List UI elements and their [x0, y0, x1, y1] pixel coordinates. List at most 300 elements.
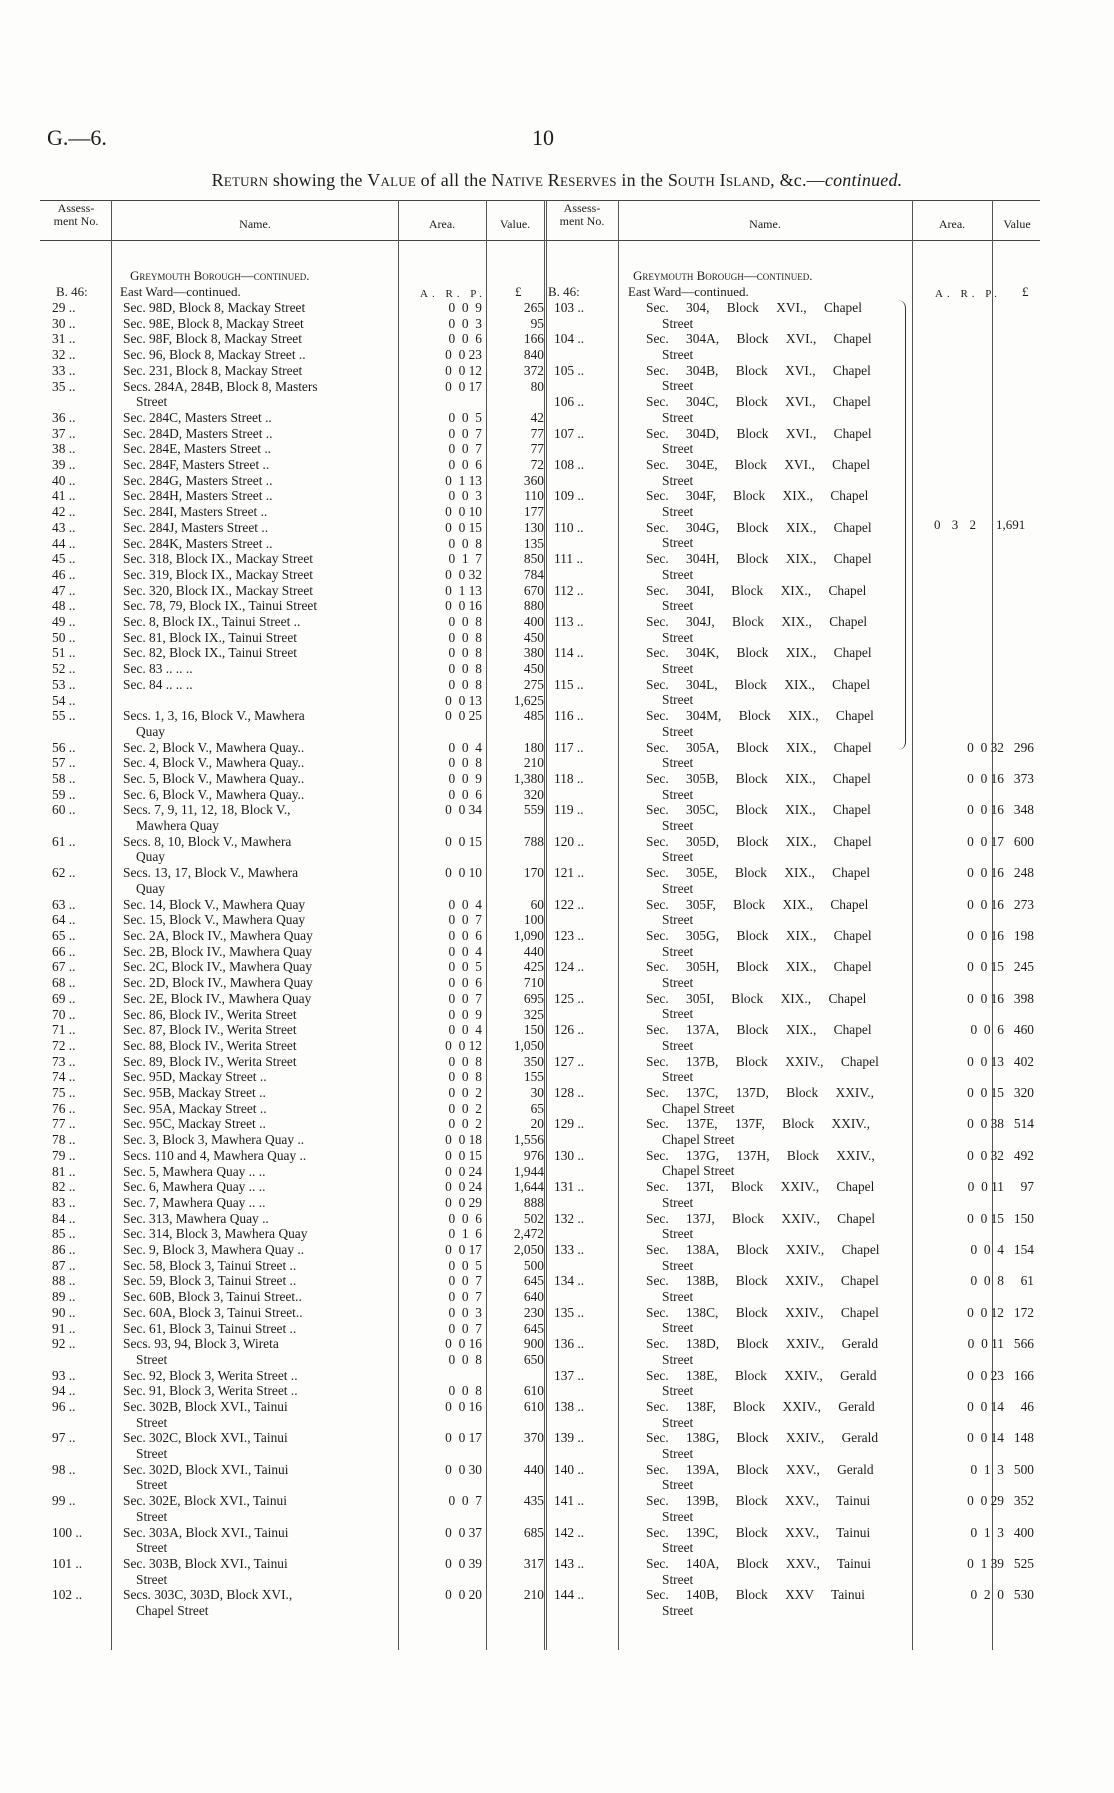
- value-amount: 172: [1013, 1304, 1034, 1320]
- reserve-name-continued: Quay: [136, 880, 166, 896]
- assessment-number: 109 ..: [554, 488, 585, 504]
- reserve-name: Sec. 284D, Masters Street ..: [123, 425, 273, 441]
- section-heading-left: Greymouth Borough—continued.: [130, 268, 310, 283]
- assessment-number: 116 ..: [554, 708, 584, 724]
- assessment-number: 130 ..: [554, 1147, 585, 1163]
- reserve-name-continued: Street: [662, 912, 694, 928]
- area-value: 0 0 14: [967, 1399, 1004, 1414]
- area-value: 0 0 6: [448, 975, 482, 991]
- reserve-name: Secs. 7, 9, 11, 12, 18, Block V.,: [123, 802, 291, 818]
- reserve-name: Sec. 138C, Block XXIV., Chapel: [646, 1304, 879, 1320]
- reserve-name-continued: Chapel Street: [662, 1132, 735, 1148]
- title-part: showing the: [268, 170, 368, 190]
- reserve-name: Sec. 2D, Block IV., Mawhera Quay: [123, 975, 313, 991]
- value-amount: 154: [1013, 1242, 1034, 1257]
- page-header-ref: G.—6.: [47, 125, 107, 150]
- assessment-prefix-left: B. 46:: [56, 284, 88, 299]
- reserve-name-continued: Mawhera Quay: [136, 818, 219, 834]
- assessment-number: 67 ..: [52, 959, 76, 975]
- reserve-name: Secs. 284A, 284B, Block 8, Masters: [123, 378, 318, 394]
- value-amount: 450: [523, 629, 544, 645]
- value-amount: 370: [523, 1430, 544, 1446]
- reserve-name-continued: Street: [662, 786, 694, 802]
- assessment-number: 101 ..: [52, 1556, 83, 1571]
- reserve-name: Sec. 284J, Masters Street ..: [123, 519, 269, 535]
- value-amount: 610: [523, 1399, 544, 1414]
- header-name-left: Name.: [239, 217, 271, 231]
- area-value: 0 1 6: [448, 1226, 482, 1242]
- value-amount: 325: [523, 1006, 544, 1022]
- column-divider: [398, 200, 399, 1650]
- reserve-name: Sec. 98F, Block 8, Mackay Street: [123, 331, 302, 347]
- value-amount: 273: [1013, 896, 1034, 912]
- value-amount: 525: [1013, 1556, 1034, 1571]
- assessment-number: 44 ..: [52, 535, 76, 551]
- assessment-number: 35 ..: [52, 378, 76, 394]
- area-value: 0 0 29: [967, 1493, 1004, 1509]
- area-value: 0 0 12: [445, 1037, 482, 1053]
- area-value: 0 0 17: [445, 1430, 482, 1446]
- reserve-name-continued: Street: [662, 818, 694, 834]
- pound-heading-left: £: [515, 284, 522, 299]
- area-value: 0 1 39: [967, 1556, 1004, 1571]
- reserve-name: Sec. 139A, Block XXV., Gerald: [646, 1461, 874, 1477]
- assessment-number: 125 ..: [554, 990, 585, 1006]
- section-heading-right: Greymouth Borough—continued.: [633, 268, 813, 283]
- area-value: 0 0 10: [445, 504, 482, 520]
- area-value: 0 0 23: [967, 1367, 1004, 1383]
- assessment-number: 40 ..: [52, 472, 76, 488]
- value-amount: 177: [523, 504, 544, 520]
- area-value: 0 0 4: [970, 1242, 1004, 1257]
- page-number: 10: [532, 125, 554, 150]
- assessment-number: 41 ..: [52, 488, 76, 504]
- value-amount: 559: [523, 802, 544, 818]
- value-amount: 320: [523, 786, 544, 802]
- reserve-name-continued: Street: [662, 504, 694, 520]
- area-value: 0 0 8: [448, 1053, 482, 1069]
- area-value: 0 1 7: [448, 551, 482, 567]
- value-amount: 440: [523, 1461, 544, 1477]
- reserve-name: Sec. 5, Mawhera Quay .. ..: [123, 1163, 266, 1179]
- reserve-name: Sec. 284I, Masters Street ..: [123, 504, 268, 520]
- reserve-name: Sec. 137J, Block XXIV., Chapel: [646, 1210, 876, 1226]
- area-value: 0 0 34: [445, 802, 482, 818]
- value-amount: 30: [530, 1085, 544, 1100]
- value-amount: 95: [530, 315, 544, 331]
- reserve-name: Sec. 304K, Block XIX., Chapel: [646, 645, 872, 661]
- value-amount: 296: [1013, 739, 1034, 755]
- value-amount: 788: [523, 833, 544, 849]
- assessment-number: 33 ..: [52, 362, 76, 378]
- assessment-number: 86 ..: [52, 1242, 76, 1257]
- assessment-number: 77 ..: [52, 1116, 76, 1132]
- reserve-name: Sec. 139C, Block XXV., Tainui: [646, 1524, 871, 1540]
- area-value: 0 0 15: [445, 833, 482, 849]
- area-value: 0 0 7: [448, 1273, 482, 1289]
- assessment-number: 89 ..: [52, 1289, 76, 1305]
- table-title: [0, 170, 1114, 191]
- reserve-name: Sec. 305C, Block XIX., Chapel: [646, 802, 871, 818]
- reserve-name: Sec. 82, Block IX., Tainui Street: [123, 645, 297, 661]
- value-amount: 400: [1013, 1524, 1034, 1540]
- area-value: 0 1 3: [970, 1524, 1004, 1540]
- reserve-name: Sec. 284G, Masters Street ..: [123, 472, 273, 488]
- assessment-number: 61 ..: [52, 833, 76, 849]
- reserve-name-continued: Street: [662, 1194, 694, 1210]
- area-value: 0 0 4: [448, 739, 482, 755]
- assessment-number: 85 ..: [52, 1226, 76, 1242]
- title-part: in the: [616, 170, 668, 190]
- value-amount: 80: [530, 378, 544, 394]
- assessment-number: 30 ..: [52, 315, 76, 331]
- assessment-number: 137 ..: [554, 1367, 585, 1383]
- value-amount: 840: [523, 347, 544, 363]
- reserve-name: Sec. 2E, Block IV., Mawhera Quay: [123, 990, 312, 1006]
- reserve-name: Sec. 89, Block IV., Werita Street: [123, 1053, 297, 1069]
- area-value: 0 0 18: [445, 1132, 482, 1148]
- area-value: 0 0 9: [448, 1006, 482, 1022]
- value-amount: 42: [530, 409, 544, 425]
- reserve-name: Sec. 304, Block XVI., Chapel: [646, 300, 862, 315]
- reserve-name: Sec. 14, Block V., Mawhera Quay: [123, 896, 306, 912]
- area-value: 0 1 13: [445, 472, 482, 488]
- reserve-name: Sec. 86, Block IV., Werita Street: [123, 1006, 297, 1022]
- reserve-name: Sec. 302D, Block XVI., Tainui: [123, 1461, 289, 1477]
- assessment-number: 141 ..: [554, 1493, 585, 1509]
- value-amount: 1,944: [513, 1163, 544, 1179]
- area-value: 0 0 5: [448, 409, 482, 425]
- area-value: 0 1 13: [445, 582, 482, 598]
- assessment-number: 105 ..: [554, 362, 585, 378]
- reserve-name: Sec. 84 .. .. ..: [123, 676, 193, 692]
- ward-heading-left: East Ward—continued.: [120, 284, 241, 299]
- area-value: 0 0 9: [448, 300, 482, 315]
- reserve-name: Secs. 13, 17, Block V., Mawhera: [123, 865, 299, 881]
- assessment-number: 76 ..: [52, 1100, 76, 1116]
- area-value: 0 0 30: [445, 1461, 482, 1477]
- area-value: 0 0 17: [445, 1242, 482, 1257]
- title-part: Value: [367, 170, 416, 190]
- value-amount: 373: [1013, 771, 1034, 786]
- assessment-number: 38 ..: [52, 441, 76, 457]
- column-divider: [111, 200, 112, 1650]
- area-value: 0 0 5: [448, 1257, 482, 1273]
- area-value: 0 0 6: [970, 1022, 1004, 1038]
- reserve-name-continued: Street: [662, 1006, 694, 1022]
- reserve-name-continued: Street: [662, 880, 694, 896]
- reserve-name: Sec. 305I, Block XIX., Chapel: [646, 990, 867, 1006]
- value-amount: 46: [1020, 1399, 1034, 1414]
- assessment-number: 65 ..: [52, 928, 76, 943]
- value-amount: 425: [523, 959, 544, 975]
- reserve-name: Sec. 2A, Block IV., Mawhera Quay: [123, 928, 313, 943]
- reserve-name: Sec. 137I, Block XXIV., Chapel: [646, 1179, 875, 1195]
- area-value: 0 0 3: [448, 1304, 482, 1320]
- area-value: 0 1 3: [970, 1461, 1004, 1477]
- reserve-name-continued: Street: [136, 1540, 168, 1556]
- assessment-number: 126 ..: [554, 1022, 585, 1038]
- assessment-number: 118 ..: [554, 771, 584, 786]
- assessment-number: 56 ..: [52, 739, 76, 755]
- assessment-number: 134 ..: [554, 1273, 585, 1289]
- assessment-number: 74 ..: [52, 1069, 76, 1085]
- assessment-number: 51 ..: [52, 645, 76, 661]
- reserve-name: Sec. 304M, Block XIX., Chapel: [646, 708, 874, 724]
- reserve-name: Sec. 138A, Block XXIV., Chapel: [646, 1242, 880, 1257]
- value-amount: 20: [530, 1116, 544, 1132]
- area-value: 0 0 16: [445, 1399, 482, 1414]
- title-part: Return: [211, 170, 269, 190]
- title-part: South Island: [667, 170, 771, 190]
- value-amount: 402: [1013, 1053, 1034, 1069]
- area-value: 0 0 8: [448, 676, 482, 692]
- reserve-name: Sec. 304C, Block XVI., Chapel: [646, 394, 871, 410]
- reserve-name: Sec. 139B, Block XXV., Tainui: [646, 1493, 871, 1509]
- reserve-name: Sec. 138G, Block XXIV., Gerald: [646, 1430, 879, 1446]
- assessment-number: 131 ..: [554, 1179, 585, 1195]
- assessment-number: 87 ..: [52, 1257, 76, 1273]
- reserve-name-continued: Street: [662, 1603, 694, 1619]
- reserve-name: Sec. 320, Block IX., Mackay Street: [123, 582, 314, 598]
- value-amount: 850: [523, 551, 544, 567]
- value-amount: 640: [523, 1289, 544, 1305]
- area-value: 0 0 6: [448, 457, 482, 472]
- assessment-number: 120 ..: [554, 833, 585, 849]
- reserve-name: Sec. 15, Block V., Mawhera Quay: [123, 912, 306, 928]
- reserve-name: Sec. 98D, Block 8, Mackay Street: [123, 300, 306, 315]
- value-amount: 500: [1013, 1461, 1034, 1477]
- reserve-name: Sec. 318, Block IX., Mackay Street: [123, 551, 314, 567]
- assessment-number: 72 ..: [52, 1037, 76, 1053]
- assessment-number: 84 ..: [52, 1210, 76, 1226]
- assessment-number: 53 ..: [52, 676, 76, 692]
- reserve-name: Sec. 2C, Block IV., Mawhera Quay: [123, 959, 313, 975]
- assessment-number: 64 ..: [52, 912, 76, 928]
- value-amount: 166: [523, 331, 544, 347]
- value-amount: 435: [523, 1493, 544, 1509]
- value-amount: 320: [1013, 1085, 1034, 1100]
- area-value: 0 0 9: [448, 771, 482, 786]
- reserve-name: Sec. 304D, Block XVI., Chapel: [646, 425, 872, 441]
- column-divider: [912, 200, 913, 1650]
- assessment-number: 32 ..: [52, 347, 76, 363]
- assessment-number: 70 ..: [52, 1006, 76, 1022]
- reserve-name-continued: Street: [662, 1289, 694, 1305]
- assessment-number: 68 ..: [52, 975, 76, 991]
- area-value: 0 0 7: [448, 1320, 482, 1336]
- assessment-number: 144 ..: [554, 1587, 585, 1603]
- reserve-name-continued: Street: [136, 1414, 168, 1430]
- value-amount: 230: [523, 1304, 544, 1320]
- value-amount: 514: [1013, 1116, 1034, 1132]
- reserve-name-continued: Street: [662, 629, 694, 645]
- assessment-number: 110 ..: [554, 519, 584, 535]
- assessment-number: 111 ..: [554, 551, 584, 567]
- assessment-number: 132 ..: [554, 1210, 585, 1226]
- area-value: 0 0 16: [445, 1336, 482, 1352]
- reserve-name: Sec. 87, Block IV., Werita Street: [123, 1022, 297, 1038]
- assessment-number: 124 ..: [554, 959, 585, 975]
- reserve-name: Sec. 60B, Block 3, Tainui Street..: [123, 1289, 302, 1305]
- assessment-number: 115 ..: [554, 676, 584, 692]
- reserve-name: Sec. 8, Block IX., Tainui Street ..: [123, 614, 301, 629]
- reserve-name-continued: Street: [136, 394, 168, 410]
- area-value: 0 0 8: [970, 1273, 1004, 1289]
- area-value: 0 0 15: [967, 1210, 1004, 1226]
- area-value: 0 0 8: [448, 755, 482, 771]
- reserve-name: Sec. 6, Mawhera Quay .. ..: [123, 1179, 266, 1195]
- title-part: of all the: [415, 170, 492, 190]
- value-amount: 100: [523, 912, 544, 928]
- area-value: 0 0 6: [448, 786, 482, 802]
- reserve-name: Sec. 303B, Block XVI., Tainui: [123, 1556, 288, 1571]
- assessment-number: 128 ..: [554, 1085, 585, 1100]
- area-value: 0 0 8: [448, 1069, 482, 1085]
- area-value: 0 0 4: [448, 943, 482, 959]
- area-value: 0 0 16: [967, 990, 1004, 1006]
- assessment-number: 49 ..: [52, 614, 76, 629]
- reserve-name-continued: Street: [662, 1477, 694, 1493]
- reserve-name: Sec. 302B, Block XVI., Tainui: [123, 1399, 288, 1414]
- assessment-number: 82 ..: [52, 1179, 76, 1195]
- reserve-name: Sec. 140A, Block XXV., Tainui: [646, 1556, 871, 1571]
- value-amount: 348: [1013, 802, 1034, 818]
- reserve-name: Sec. 314, Block 3, Mawhera Quay: [123, 1226, 308, 1242]
- area-value: 0 0 16: [967, 865, 1004, 881]
- assessment-number: 55 ..: [52, 708, 76, 724]
- reserve-name: Sec. 140B, Block XXV Tainui: [646, 1587, 865, 1603]
- reserve-name: Sec. 137E, 137F, Block XXIV.,: [646, 1116, 870, 1132]
- reserve-name-continued: Street: [136, 1508, 168, 1524]
- reserve-name: Sec. 137G, 137H, Block XXIV.,: [646, 1147, 875, 1163]
- reserve-name-continued: Street: [662, 535, 694, 551]
- assessment-number: 92 ..: [52, 1336, 76, 1352]
- assessment-number: 57 ..: [52, 755, 76, 771]
- value-amount: 180: [523, 739, 544, 755]
- assessment-number: 106 ..: [554, 394, 585, 410]
- reserve-name: Sec. 9, Block 3, Mawhera Quay ..: [123, 1242, 305, 1257]
- value-amount: 502: [523, 1210, 544, 1226]
- area-value: 0 0 7: [448, 912, 482, 928]
- reserve-name: Sec. 91, Block 3, Werita Street ..: [123, 1383, 298, 1399]
- value-amount: 1,050: [513, 1037, 544, 1053]
- header-area-right: Area.: [938, 217, 966, 231]
- assessment-number: 52 ..: [52, 661, 76, 677]
- column-divider: [618, 200, 619, 1650]
- value-amount: 600: [1013, 833, 1034, 849]
- area-value: 0 0 6: [448, 1210, 482, 1226]
- reserve-name-continued: Chapel Street: [136, 1603, 209, 1619]
- reserve-name: Sec. 81, Block IX., Tainui Street: [123, 629, 297, 645]
- reserve-name: Sec. 2B, Block IV., Mawhera Quay: [123, 943, 313, 959]
- assessment-number: 83 ..: [52, 1194, 76, 1210]
- reserve-name: Sec. 137C, 137D, Block XXIV.,: [646, 1085, 874, 1100]
- value-amount: 670: [523, 582, 544, 598]
- reserve-name: Sec. 2, Block V., Mawhera Quay..: [123, 739, 305, 755]
- assessment-number: 43 ..: [52, 519, 76, 535]
- reserve-name: Sec. 304B, Block XVI., Chapel: [646, 362, 871, 378]
- reserve-name: Sec. 61, Block 3, Tainui Street ..: [123, 1320, 297, 1336]
- assessment-number: 108 ..: [554, 457, 585, 472]
- area-value: 0 0 12: [967, 1304, 1004, 1320]
- value-amount: 645: [523, 1273, 544, 1289]
- area-value: 0 0 8: [448, 1351, 482, 1367]
- area-value: 0 0 16: [967, 802, 1004, 818]
- assessment-number: 42 ..: [52, 504, 76, 520]
- area-value: 0 0 24: [445, 1163, 482, 1179]
- header-value-left: Value.: [499, 217, 531, 231]
- area-value: 0 0 25: [445, 708, 482, 724]
- value-amount: 130: [523, 519, 544, 535]
- reserve-name: Sec. 304F, Block XIX., Chapel: [646, 488, 869, 504]
- reserve-name: Sec. 138E, Block XXIV., Gerald: [646, 1367, 877, 1383]
- value-amount: 352: [1013, 1493, 1034, 1509]
- value-amount: 2,472: [513, 1226, 544, 1242]
- assessment-number: 119 ..: [554, 802, 584, 818]
- value-amount: 155: [523, 1069, 544, 1085]
- area-value: 0 0 7: [448, 441, 482, 457]
- value-amount: 1,625: [513, 692, 544, 708]
- assessment-number: 103 ..: [554, 300, 585, 315]
- assessment-number: 36 ..: [52, 409, 76, 425]
- area-value: 0 0 7: [448, 990, 482, 1006]
- area-value: 0 0 15: [967, 1085, 1004, 1100]
- assessment-number: 127 ..: [554, 1053, 585, 1069]
- assessment-number: 90 ..: [52, 1304, 76, 1320]
- reserve-name: Secs. 1, 3, 16, Block V., Mawhera: [123, 708, 305, 724]
- reserve-name-continued: Street: [662, 1351, 694, 1367]
- ward-heading-right: East Ward—continued.: [628, 284, 749, 299]
- header-name-right: Name.: [749, 217, 781, 231]
- value-amount: 1,556: [513, 1132, 544, 1148]
- value-amount: 485: [523, 708, 544, 724]
- assessment-number: 91 ..: [52, 1320, 76, 1336]
- area-value: 0 0 14: [967, 1430, 1004, 1446]
- value-amount: 210: [523, 1587, 544, 1603]
- assessment-number: 102 ..: [52, 1587, 83, 1603]
- reserve-name: Sec. 284K, Masters Street ..: [123, 535, 273, 551]
- value-amount: 248: [1013, 865, 1034, 881]
- reserve-name-continued: Street: [662, 1320, 694, 1336]
- assessment-number: 31 ..: [52, 331, 76, 347]
- reserve-name: Sec. 58, Block 3, Tainui Street ..: [123, 1257, 297, 1273]
- assessment-number: 123 ..: [554, 928, 585, 943]
- value-amount: 110: [524, 488, 544, 504]
- value-amount: 77: [530, 441, 544, 457]
- area-value: 0 0 5: [448, 959, 482, 975]
- reserve-name-continued: Street: [136, 1351, 168, 1367]
- value-amount: 710: [523, 975, 544, 991]
- reserve-name: Secs. 93, 94, Block 3, Wireta: [123, 1336, 279, 1352]
- column-divider-center: [544, 200, 547, 1650]
- area-value: 0 0 13: [445, 692, 482, 708]
- reserve-name: Sec. 95C, Mackay Street ..: [123, 1116, 266, 1132]
- reserve-name: Sec. 98E, Block 8, Mackay Street: [123, 315, 304, 331]
- value-amount: 97: [1020, 1179, 1034, 1195]
- reserve-name-continued: Street: [662, 1414, 694, 1430]
- reserve-name-continued: Street: [662, 1226, 694, 1242]
- reserve-name-continued: Street: [662, 755, 694, 771]
- value-amount: 400: [523, 614, 544, 629]
- value-amount: 72: [530, 457, 544, 472]
- pound-heading-right: £: [1022, 284, 1029, 299]
- assessment-number: 139 ..: [554, 1430, 585, 1446]
- reserve-name: Sec. 138F, Block XXIV., Gerald: [646, 1399, 875, 1414]
- area-value: 0 0 3: [448, 315, 482, 331]
- reserve-name: Sec. 302C, Block XVI., Tainui: [123, 1430, 288, 1446]
- reserve-name-continued: Street: [662, 1571, 694, 1587]
